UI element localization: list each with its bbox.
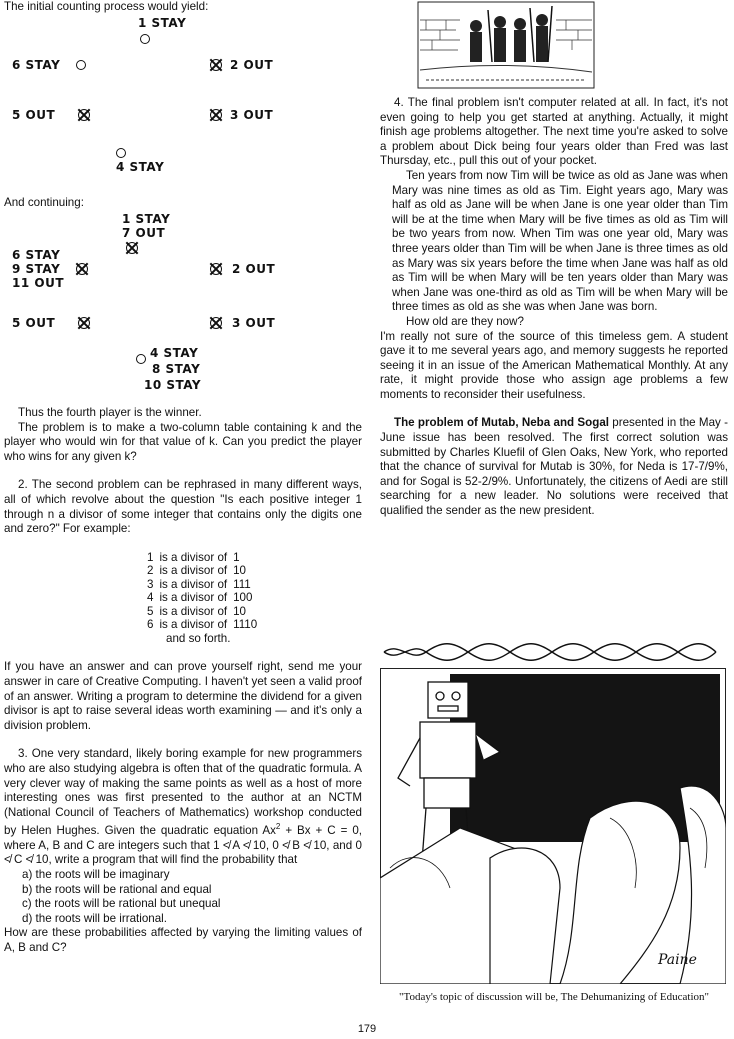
decorative-divider: [380, 641, 720, 663]
divisor-cell-text: is a divisor of: [159, 591, 228, 605]
page-number: 179: [357, 1023, 377, 1035]
divisor-cell-v: 10: [233, 604, 247, 618]
divisor-cell-n: 2: [147, 564, 154, 578]
d2-right-lower-label: 3 OUT: [232, 316, 276, 330]
divisor-cell-text: is a divisor of: [159, 604, 228, 618]
divisor-cell-text: is a divisor of: [159, 564, 228, 578]
d1-bottom-label: 4 STAY: [116, 160, 165, 174]
d1-left-upper-label: 6 STAY: [12, 58, 61, 72]
mutab-heading: The problem of Mutab, Neba and Sogal: [394, 416, 609, 430]
d2-left1-label: 6 STAY: [12, 248, 61, 262]
table-row: [144, 618, 260, 632]
d1-right-upper-label: 2 OUT: [230, 58, 274, 72]
out-cross-icon: [126, 242, 138, 254]
stay-circle-icon: [116, 148, 126, 158]
out-cross-icon: [78, 109, 90, 121]
winner-text: Thus the fourth player is the winner.: [18, 406, 202, 419]
divisor-cell-text: is a divisor of: [159, 577, 228, 591]
robot-teacher-cartoon: [380, 668, 726, 984]
d2-left-lower-label: 5 OUT: [12, 316, 56, 330]
out-cross-icon: [210, 59, 222, 71]
divisor-cell-v: 1: [233, 550, 240, 564]
list-item: c) the roots will be rational but unequal: [22, 897, 221, 911]
divisor-cell-text: is a divisor of: [159, 550, 228, 564]
left-text-block: [4, 406, 362, 955]
out-cross-icon: [210, 109, 222, 121]
divisor-cell-n: 5: [147, 604, 154, 618]
exponent: 2: [275, 822, 281, 832]
divisor-cell-n: 6: [147, 618, 154, 632]
problem-text: The problem is to make a two-column table containing k and the player who would win for that value of k. Can you predict the player who wins for any given k?: [4, 420, 362, 463]
d1-left-lower-label: 5 OUT: [12, 108, 56, 122]
problem-2-text: 2. The second problem can be rephrased in many different ways, all of which revolve about the question "Is each positive integer 1 through n a divisor of some integer that contains only the digits one and zero?" For example:: [4, 478, 362, 536]
d2-bottom3-label: 10 STAY: [144, 378, 202, 392]
divisor-cell-v: 1110: [233, 618, 258, 632]
d2-bottom2-label: 8 STAY: [152, 362, 201, 376]
stay-circle-icon: [76, 60, 86, 70]
counting-diagram-2: [4, 212, 362, 396]
d2-top2-label: 7 OUT: [122, 226, 166, 240]
out-cross-icon: [210, 317, 222, 329]
cartoon-caption: "Today's topic of discussion will be, The Dehumanizing of Education": [399, 991, 709, 1003]
out-cross-icon: [76, 263, 88, 275]
stay-circle-icon: [136, 354, 146, 364]
mutab-body: presented in the May - June issue has been resolved. The first correct solution was submitted by Charles Kluefil of Glen Oaks, New York, who reported that the chance of survival for Mutab is 30%, for Neda is 17-7/9%, and for Sogal is 52-2/9%. Unfortunately, the citizens of Aedi are still searching for a new leader. No solutions were received that qualified the sender as the new president.: [380, 416, 728, 518]
answer-paragraph: If you have an answer and can prove yourself right, send me your answer in care of Creative Computing. I haven't yet seen a valid proof of an answer. Writing a program to determine the dividend for a given divisor is apt to raise several ideas worth examining — and it's only a division problem.: [4, 660, 362, 732]
problem-3-part-a: 3. One very standard, likely boring example for new programmers who are also studying algebra is often that of the quadratic formula. A very clever way of making the same points as well as a host of more interesting ones was first presented to the author at an NCTM (National Council of Teachers of Mathematics) workshop conducted by Helen Hughes. Given the quadratic equation Ax: [4, 747, 362, 838]
d2-top1-label: 1 STAY: [122, 212, 171, 226]
artist-signature: Paine: [658, 952, 697, 968]
divisor-cell-n: 1: [147, 550, 154, 564]
intro-text: The initial counting process would yield:: [4, 0, 209, 13]
d2-bottom1-label: 4 STAY: [150, 346, 199, 360]
revolutionary-soldiers-illustration: [416, 0, 596, 90]
out-cross-icon: [78, 317, 90, 329]
table-row: [144, 605, 260, 619]
problem-4-text: 4. The final problem isn't computer related at all. In fact, it's not even going to help you get started at anything. Actually, it might finish age problems altogether. The next time you're asked to solve a problem about Dick being four years older than Fred was last Thursday, etc., pull this out of your pocket.: [380, 96, 728, 168]
d1-right-lower-label: 3 OUT: [230, 108, 274, 122]
d2-left2-label: 9 STAY: [12, 262, 61, 276]
mutab-paragraph: [380, 416, 728, 518]
divisor-table: [144, 551, 260, 632]
d1-top-label: 1 STAY: [138, 16, 187, 30]
age-problem-text: Ten years from now Tim will be twice as old as Jane was when Mary was nine times as old as Tim. Eight years ago, Mary was half as old as Jane will be when Jane is one year older than Tim will be at the time when Mary will be five times as old as Tim will be two years from now. When Tim was one year old, Mary was three years older than Tim will be when Jane is three times as old as Mary was six years before the time when Jane was half as old as Tim will be when Mary will be ten years older than Mary was when Jane was one-third as old as Tim will be when Mary will be three times as old as she was when Jane was born.: [392, 168, 728, 314]
how-old-question: How old are they now?: [406, 314, 524, 328]
d2-right-upper-label: 2 OUT: [232, 262, 276, 276]
divisor-cell-v: 111: [233, 577, 251, 591]
so-forth-text: and so forth.: [166, 631, 231, 645]
right-text-block: [380, 96, 728, 519]
roots-list: [4, 868, 362, 926]
divisor-cell-n: 3: [147, 577, 154, 591]
divisor-cell-n: 4: [147, 591, 154, 605]
counting-diagram-1: [4, 16, 362, 176]
problem-3-text: [4, 747, 362, 868]
d2-left3-label: 11 OUT: [12, 276, 65, 290]
list-item: d) the roots will be irrational.: [22, 911, 167, 925]
continuing-text: And continuing:: [4, 196, 84, 209]
divisor-cell-text: is a divisor of: [159, 618, 228, 632]
table-row: [144, 591, 260, 605]
divisor-cell-v: 10: [233, 564, 247, 578]
table-row: [144, 578, 260, 592]
table-row: [144, 564, 260, 578]
table-row: [144, 551, 260, 565]
problem-3-part-b: + Bx + C = 0, where A, B and C are integers such that 1 ≮ A ≮ 10, 0 ≮ B ≮ 10, and 0 ≮ C ≮ 10, write a program that will find the probability that: [4, 824, 362, 867]
closing-question: How are these probabilities affected by varying the limiting values of A, B and C?: [4, 926, 362, 954]
source-paragraph: I'm really not sure of the source of this timeless gem. A student gave it to me several years ago, and memory suggests he reported seeing it in an issue of the American Mathematical Monthly. At any rate, it might provide those who assign age problems a few moments to reconsider their usefulness.: [380, 329, 728, 401]
list-item: a) the roots will be imaginary: [22, 867, 170, 881]
list-item: b) the roots will be rational and equal: [22, 882, 212, 896]
out-cross-icon: [210, 263, 222, 275]
stay-circle-icon: [140, 34, 150, 44]
divisor-cell-v: 100: [233, 591, 253, 605]
